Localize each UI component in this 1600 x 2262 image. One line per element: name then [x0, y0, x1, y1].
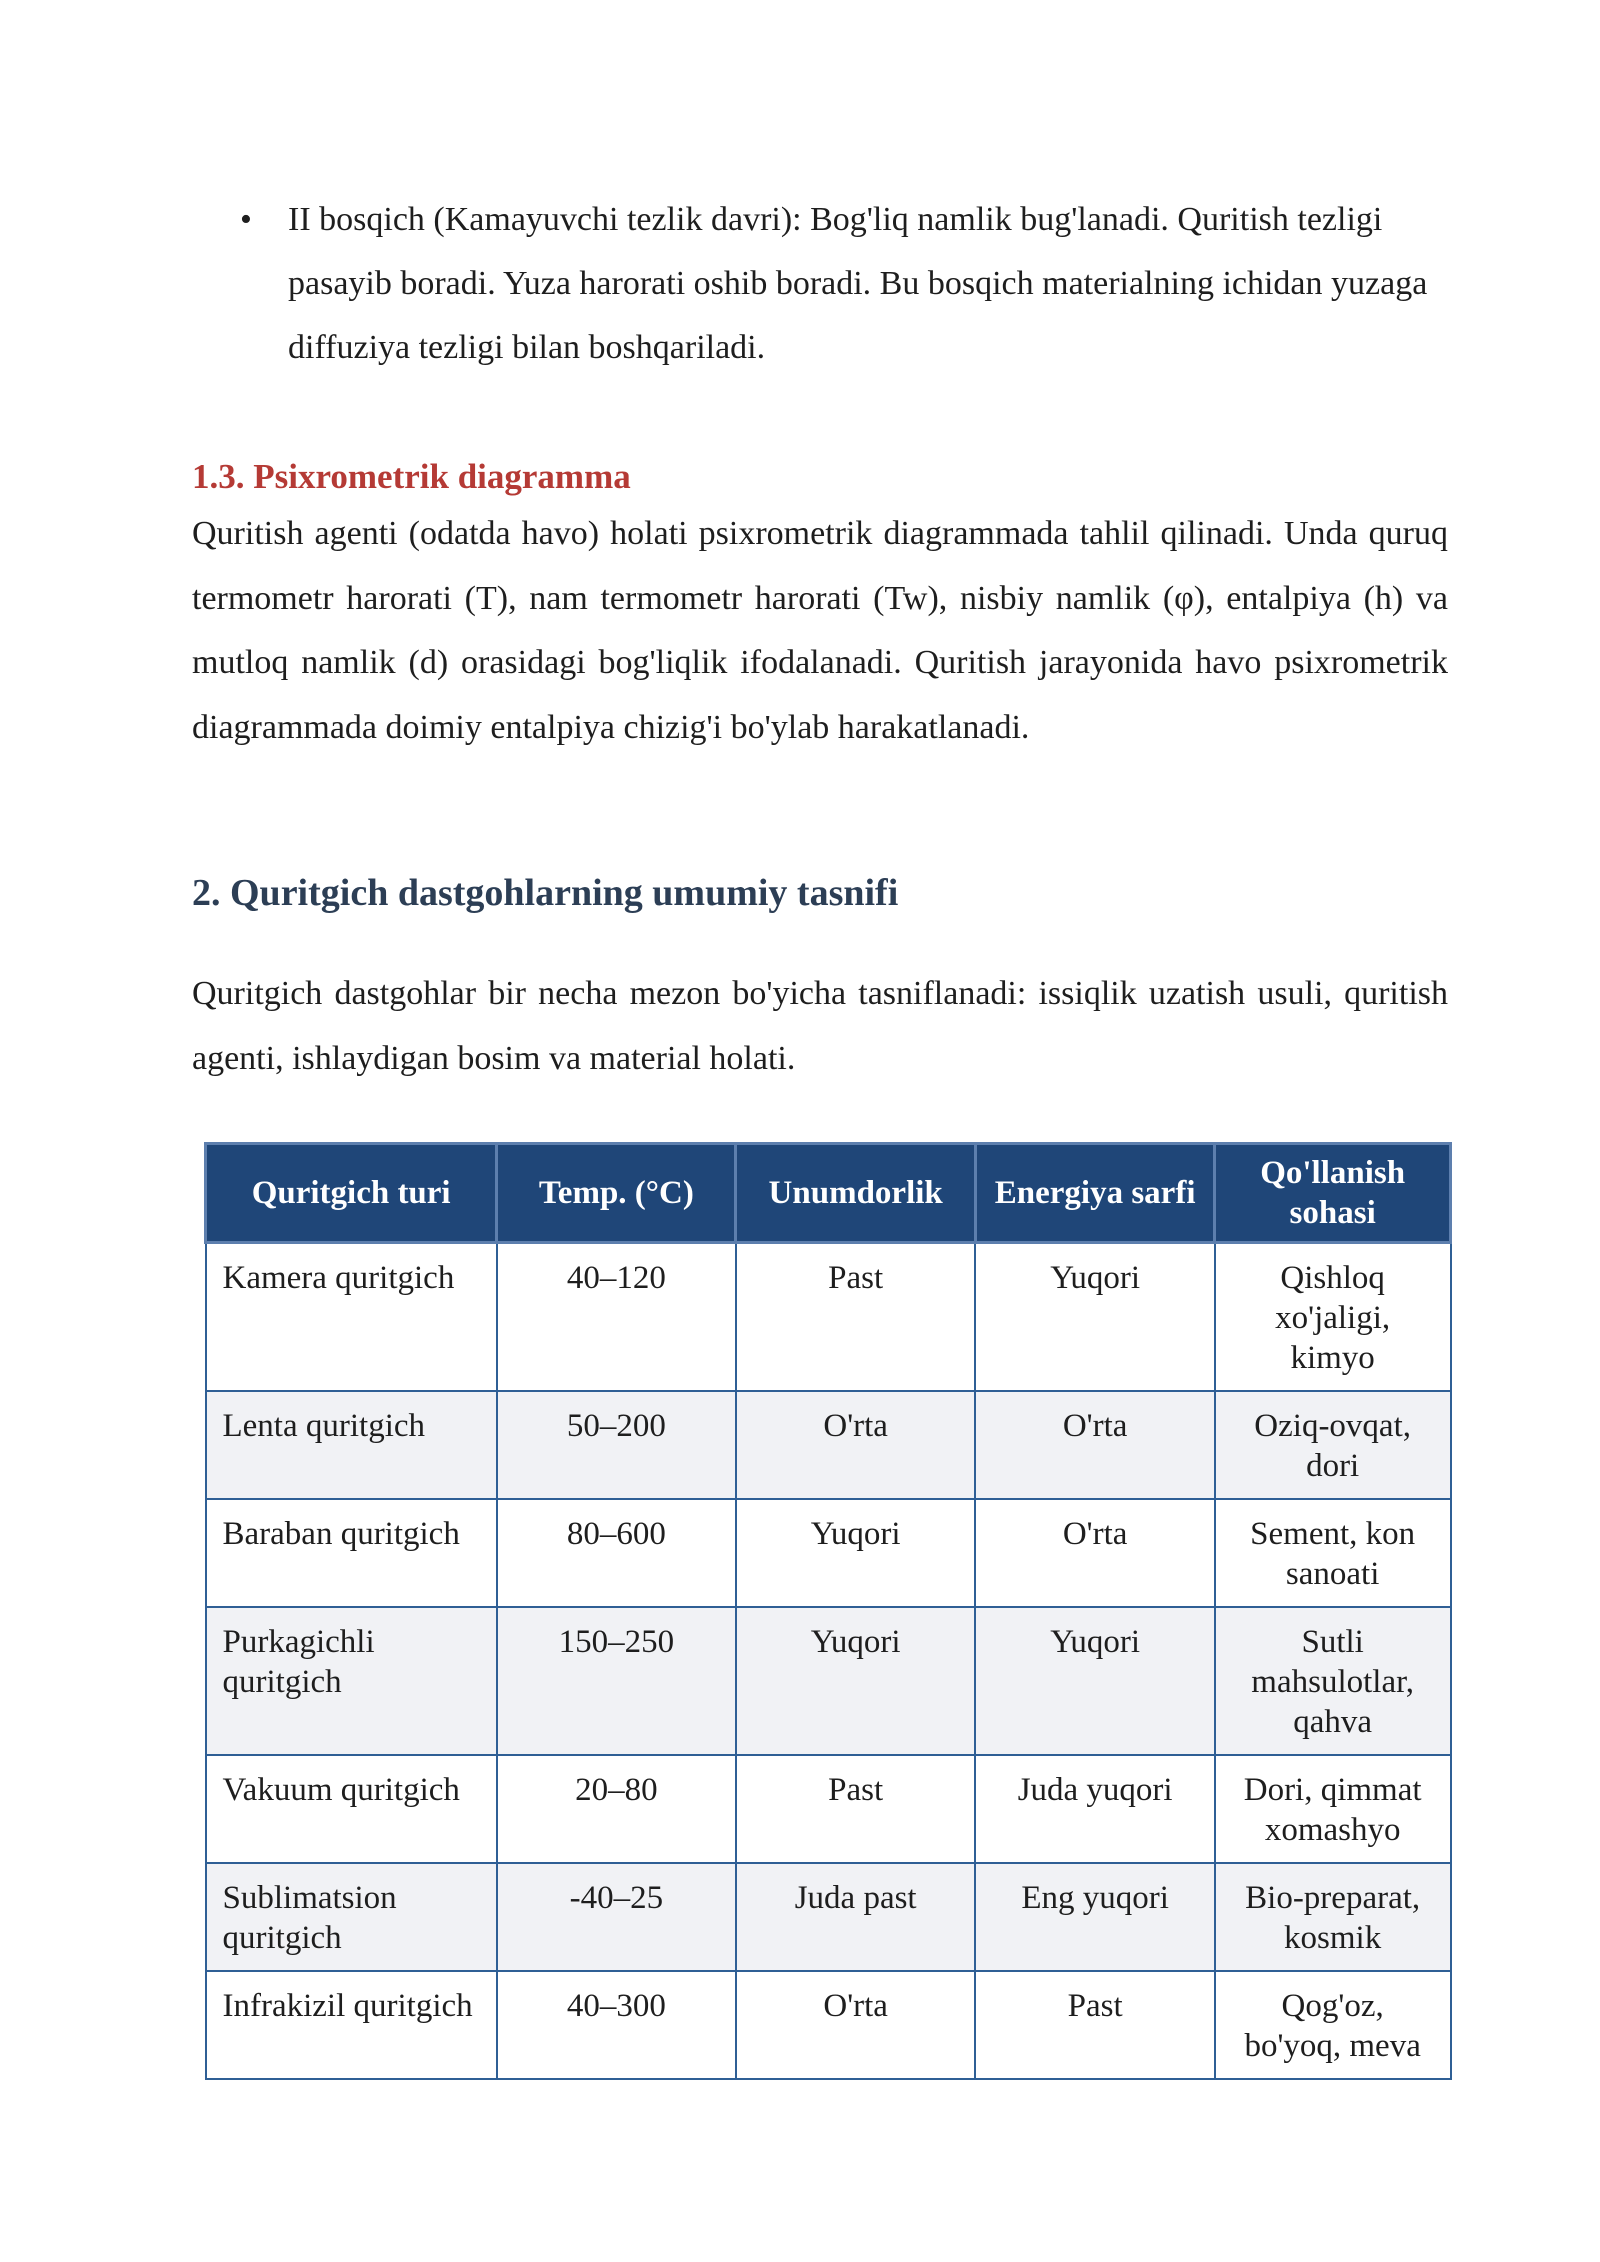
- dryer-classification-table: [204, 1142, 1452, 2080]
- cell-application: Qishloq xo'jaligi, kimyo: [1215, 1243, 1451, 1392]
- header-productivity: Unumdorlik: [736, 1144, 976, 1243]
- cell-energy: O'rta: [975, 1499, 1214, 1607]
- table-row: [206, 1755, 1451, 1863]
- cell-application: Sement, kon sanoati: [1215, 1499, 1451, 1607]
- cell-temperature: -40–25: [497, 1863, 736, 1971]
- table-row: [206, 1863, 1451, 1971]
- cell-dryer-type: Baraban quritgich: [206, 1499, 497, 1607]
- table-header-row: [206, 1144, 1451, 1243]
- table-row: [206, 1391, 1451, 1499]
- cell-energy: Juda yuqori: [975, 1755, 1214, 1863]
- section-1-3-paragraph: Quritish agenti (odatda havo) holati psixrometrik diagrammada tahlil qilinadi. Unda quruq termometr harorati (T), nam termometr harorati (Tw), nisbiy namlik (φ), entalpiya (h) va mutloq namlik (d) orasidagi bog'liqlik ifodalanadi. Quritish jarayonida havo psixrometrik diagrammada doimiy entalpiya chizig'i bo'ylab harakatlanadi.: [192, 515, 1448, 746]
- cell-dryer-type: Purkagichli quritgich: [206, 1607, 497, 1755]
- table-row: [206, 1499, 1451, 1607]
- table-row: [206, 1607, 1451, 1755]
- bullet-item: [240, 188, 1460, 380]
- cell-energy: Eng yuqori: [975, 1863, 1214, 1971]
- cell-energy: Past: [975, 1971, 1214, 2079]
- cell-productivity: Past: [736, 1243, 976, 1392]
- cell-productivity: Yuqori: [736, 1499, 976, 1607]
- header-temperature: Temp. (°C): [497, 1144, 736, 1243]
- section-1-3-heading: 1.3. Psixrometrik diagramma: [192, 457, 631, 496]
- cell-application: Oziq-ovqat, dori: [1215, 1391, 1451, 1499]
- cell-dryer-type: Lenta quritgich: [206, 1391, 497, 1499]
- cell-productivity: Past: [736, 1755, 976, 1863]
- cell-dryer-type: Kamera quritgich: [206, 1243, 497, 1392]
- cell-application: Sutli mahsulotlar, qahva: [1215, 1607, 1451, 1755]
- bullet-text: II bosqich (Kamayuvchi tezlik davri): Bog'liq namlik bug'lanadi. Quritish tezligi pasayib boradi. Yuza harorati oshib boradi. Bu bosqich materialning ichidan yuzaga diffuziya tezligi bilan boshqariladi.: [288, 201, 1428, 366]
- cell-productivity: Yuqori: [736, 1607, 976, 1755]
- cell-application: Dori, qimmat xomashyo: [1215, 1755, 1451, 1863]
- cell-energy: Yuqori: [975, 1243, 1214, 1392]
- section-2-paragraph: Quritgich dastgohlar bir necha mezon bo'yicha tasniflanadi: issiqlik uzatish usuli, quritish agenti, ishlaydigan bosim va material holati.: [192, 975, 1448, 1077]
- bullet-symbol: •: [240, 201, 252, 238]
- header-application-area: Qo'llanish sohasi: [1215, 1144, 1451, 1243]
- section-2-heading: 2. Quritgich dastgohlarning umumiy tasnifi: [192, 872, 899, 914]
- header-dryer-type: Quritgich turi: [206, 1144, 497, 1243]
- cell-energy: Yuqori: [975, 1607, 1214, 1755]
- cell-temperature: 80–600: [497, 1499, 736, 1607]
- cell-temperature: 20–80: [497, 1755, 736, 1863]
- cell-temperature: 150–250: [497, 1607, 736, 1755]
- cell-dryer-type: Vakuum quritgich: [206, 1755, 497, 1863]
- table-row: [206, 1971, 1451, 2079]
- cell-application: Qog'oz, bo'yoq, meva: [1215, 1971, 1451, 2079]
- cell-productivity: O'rta: [736, 1971, 976, 2079]
- cell-dryer-type: Infrakizil quritgich: [206, 1971, 497, 2079]
- cell-productivity: Juda past: [736, 1863, 976, 1971]
- header-energy-consumption: Energiya sarfi: [975, 1144, 1214, 1243]
- cell-application: Bio-preparat, kosmik: [1215, 1863, 1451, 1971]
- cell-productivity: O'rta: [736, 1391, 976, 1499]
- cell-temperature: 40–120: [497, 1243, 736, 1392]
- cell-energy: O'rta: [975, 1391, 1214, 1499]
- cell-dryer-type: Sublimatsion quritgich: [206, 1863, 497, 1971]
- cell-temperature: 50–200: [497, 1391, 736, 1499]
- table-row: [206, 1243, 1451, 1392]
- cell-temperature: 40–300: [497, 1971, 736, 2079]
